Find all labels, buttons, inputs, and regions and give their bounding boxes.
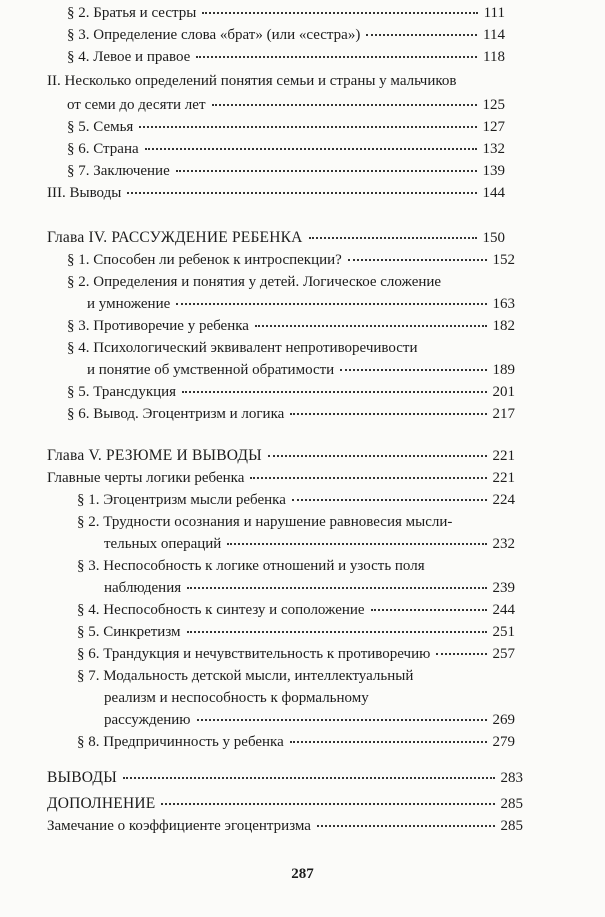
- dot-leader: [340, 369, 486, 371]
- toc-chapter-v: [47, 446, 515, 466]
- entry-page: 127: [482, 119, 505, 135]
- entry-page: 201: [492, 384, 515, 400]
- entry-title: § 5. Трансдукция: [67, 384, 177, 400]
- toc-entry-awareness-line1: § 2. Трудности осознания и нарушение равновесия мысли-: [77, 514, 453, 530]
- dot-leader: [250, 477, 486, 479]
- entry-title: от семи до десяти лет: [67, 97, 206, 113]
- dot-leader: [182, 391, 486, 393]
- toc-entry-egocentrism-thought: [77, 490, 515, 510]
- toc-entry-left-right: [67, 47, 505, 67]
- dot-leader: [309, 237, 477, 239]
- toc-entry-country: [67, 139, 505, 159]
- toc-entry-contradiction: [67, 316, 515, 336]
- toc-entry-part-ii: [67, 95, 505, 115]
- toc-entry-conclusions: [47, 768, 523, 788]
- entry-page: 111: [483, 5, 505, 21]
- entry-page: 118: [483, 49, 505, 65]
- dot-leader: [139, 126, 476, 128]
- entry-page: 144: [482, 185, 505, 201]
- dot-leader: [127, 192, 476, 194]
- toc-entry-part-ii-line1: II. Несколько определений понятия семьи и страны у мальчиков: [47, 73, 457, 89]
- entry-page: 163: [492, 296, 515, 312]
- toc-entry-syncretism: [77, 622, 515, 642]
- toc-entry-psych-equivalent-line1: § 4. Психологический эквивалент непротиворечивости: [67, 340, 418, 356]
- dot-leader: [290, 741, 487, 743]
- dot-leader: [197, 719, 487, 721]
- toc-entry-introspection: [67, 250, 515, 270]
- entry-page: 217: [492, 406, 515, 422]
- dot-leader: [227, 543, 486, 545]
- entry-title: Замечание о коэффициенте эгоцентризма: [47, 818, 311, 834]
- dot-leader: [212, 104, 477, 106]
- dot-leader: [292, 499, 487, 501]
- dot-leader: [176, 303, 486, 305]
- entry-title: ДОПОЛНЕНИЕ: [47, 795, 156, 812]
- toc-entry-egocentrism-logic: [67, 404, 515, 424]
- dot-leader: [348, 259, 487, 261]
- entry-title: § 8. Предпричинность у ребенка: [77, 734, 284, 750]
- entry-page: 279: [492, 734, 515, 750]
- entry-page: 224: [492, 492, 515, 508]
- entry-page: 232: [492, 536, 515, 552]
- toc-entry-conclusion: [67, 161, 505, 181]
- toc-entry-remark: [47, 816, 523, 836]
- entry-title: § 3. Противоречие у ребенка: [67, 318, 249, 334]
- entry-page: 221: [492, 470, 515, 486]
- dot-leader: [123, 777, 495, 779]
- toc-entry-brothers-sisters: [67, 3, 505, 23]
- entry-page: 251: [492, 624, 515, 640]
- dot-leader: [161, 803, 494, 805]
- dot-leader: [187, 587, 486, 589]
- dot-leader: [255, 325, 487, 327]
- toc-entry-relations-line1: § 3. Неспособность к логике отношений и узость поля: [77, 558, 425, 574]
- entry-title: § 4. Неспособность к синтезу и соположение: [77, 602, 365, 618]
- entry-page: 257: [492, 646, 515, 662]
- entry-title: § 7. Заключение: [67, 163, 170, 179]
- toc-entry-modality-line1: § 7. Модальность детской мысли, интеллектуальный: [77, 668, 414, 684]
- entry-page: 114: [483, 27, 505, 43]
- entry-title: § 5. Семья: [67, 119, 134, 135]
- entry-page: 125: [482, 97, 505, 113]
- entry-page: 152: [492, 252, 515, 268]
- entry-title: тельных операций: [104, 536, 222, 552]
- entry-page: 285: [500, 796, 523, 812]
- toc-entry-transduction-insensitivity: [77, 644, 515, 664]
- toc-entry-definitions: [87, 294, 515, 314]
- entry-title: § 4. Левое и правое: [67, 49, 191, 65]
- entry-title: § 1. Эгоцентризм мысли ребенка: [77, 492, 286, 508]
- toc-entry-relations: [104, 578, 515, 598]
- toc-entry-synthesis: [77, 600, 515, 620]
- dot-leader: [202, 12, 477, 14]
- entry-title: наблюдения: [104, 580, 182, 596]
- entry-page: 269: [492, 712, 515, 728]
- entry-title: § 6. Трандукция и нечувствительность к противоречию: [77, 646, 431, 662]
- entry-page: 182: [492, 318, 515, 334]
- toc-chapter-iv: [47, 228, 505, 248]
- toc-entry-main-features: [47, 468, 515, 488]
- entry-title: § 6. Вывод. Эгоцентризм и логика: [67, 406, 285, 422]
- dot-leader: [187, 631, 487, 633]
- entry-title: III. Выводы: [47, 185, 122, 201]
- entry-page: 132: [482, 141, 505, 157]
- entry-page: 221: [492, 448, 515, 464]
- entry-page: 189: [492, 362, 515, 378]
- entry-title: § 2. Братья и сестры: [67, 5, 197, 21]
- page-number: 287: [291, 866, 314, 882]
- entry-title: и умножение: [87, 296, 171, 312]
- toc-entry-modality-line2: реализм и неспособность к формальному: [104, 690, 369, 706]
- dot-leader: [176, 170, 477, 172]
- toc-entry-brother-definition: [67, 25, 505, 45]
- entry-title: § 6. Страна: [67, 141, 139, 157]
- entry-title: и понятие об умственной обратимости: [87, 362, 335, 378]
- entry-title: § 3. Определение слова «брат» (или «сестра»): [67, 27, 361, 43]
- dot-leader: [371, 609, 487, 611]
- dot-leader: [317, 825, 495, 827]
- entry-page: 139: [482, 163, 505, 179]
- entry-page: 283: [500, 770, 523, 786]
- entry-title: Главные черты логики ребенка: [47, 470, 245, 486]
- entry-title: ВЫВОДЫ: [47, 769, 117, 786]
- dot-leader: [366, 34, 477, 36]
- dot-leader: [145, 148, 477, 150]
- dot-leader: [290, 413, 486, 415]
- dot-leader: [436, 653, 486, 655]
- chapter-title: Глава IV. РАССУЖДЕНИЕ РЕБЕНКА: [47, 229, 303, 246]
- toc-entry-appendix: [47, 794, 523, 814]
- toc-entry-psych-equivalent: [87, 360, 515, 380]
- chapter-title: Глава V. РЕЗЮМЕ И ВЫВОДЫ: [47, 447, 262, 464]
- dot-leader: [268, 455, 487, 457]
- entry-page: 150: [482, 230, 505, 246]
- entry-title: § 1. Способен ли ребенок к интроспекции?: [67, 252, 342, 268]
- toc-entry-part-iii: [47, 183, 505, 203]
- toc-entry-definitions-line1: § 2. Определения и понятия у детей. Логическое сложение: [67, 274, 442, 290]
- entry-title: § 5. Синкретизм: [77, 624, 181, 640]
- dot-leader: [196, 56, 477, 58]
- entry-page: 244: [492, 602, 515, 618]
- toc-entry-precausality: [77, 732, 515, 752]
- entry-page: 239: [492, 580, 515, 596]
- entry-title: рассуждению: [104, 712, 191, 728]
- toc-entry-modality: [104, 710, 515, 730]
- toc-entry-family: [67, 117, 505, 137]
- toc-entry-awareness: [104, 534, 515, 554]
- toc-entry-transduction: [67, 382, 515, 402]
- entry-page: 285: [500, 818, 523, 834]
